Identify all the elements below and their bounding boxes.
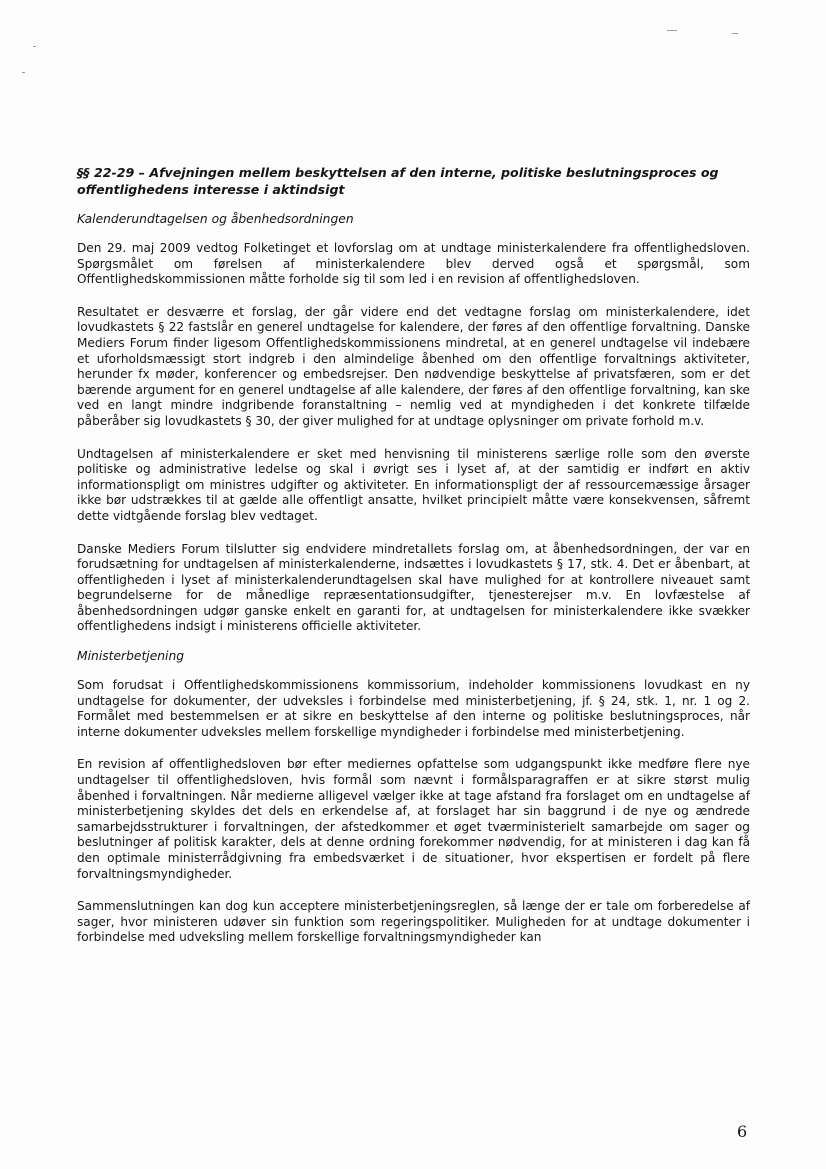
scan-speck: [667, 30, 677, 31]
paragraph: Undtagelsen af ministerkalendere er sket med henvisning til ministerens særlige rolle som den øverste politiske og administrative ledelse og skal i øvrigt ses i lyset af, at der samtidig er indført en aktiv informationspligt om ministres udgifter og aktiviteter. En informationspligt der af ressourcemæssige årsager ikke bør udstrækkes til at gælde alle offentligt ansatte, hvilket principielt måtte være konsekvensen, såfremt dette vidtgående forslag blev vedtaget.: [77, 446, 750, 523]
paragraph: Danske Mediers Forum tilslutter sig endvidere mindretallets forslag om, at åbenhedsordningen, der var en forudsætning for undtagelsen af ministerkalenderne, indsættes i lovudkastets § 17, stk. 4. Det er åbenbart, at offentligheden i lyset af ministerkalenderundtagelsen skal have mulighed for at kontrollere niveauet samt begrundelserne for de månedlige repræsentationsudgifter, tjenesterejser m.v. En lovfæstelse af åbenhedsordningen udgør ganske enkelt en garanti for, at undtagelsen for ministerkalendere ikke svækker offentlighedens indsigt i ministerens officielle aktiviteter.: [77, 541, 750, 634]
paragraph: En revision af offentlighedsloven bør efter mediernes opfattelse som udgangspunkt ikke medføre flere nye undtagelser til offentlighedsloven, hvis formål som nævnt i formålsparagraffen er at sikre størst mulig åbenhed i forvaltningen. Når medierne alligevel vælger ikke at tage afstand fra forslaget om en undtagelse af ministerbetjening skyldes det dels en erkendelse af, at forslaget har sin baggrund i de nye og ændrede samarbejdsstrukturer i forvaltningen, der afstedkommer et øget tværministerielt samarbejde om sager og beslutninger af politisk karakter, dels at denne ordning forekommer nødvendig, for at ministeren i dag kan få den optimale ministerrådgivning fra embedsværket i de situationer, hvor ekspertisen er fordelt på flere forvaltningsmyndigheder.: [77, 757, 750, 881]
paragraph: Sammenslutningen kan dog kun acceptere ministerbetjeningsreglen, så længe der er tale om forberedelse af sager, hvor ministeren udøver sin funktion som regeringspolitiker. Muligheden for at undtage dokumenter i forbindelse med udveksling mellem forskellige forvaltningsmyndigheder kan: [77, 899, 750, 945]
page-number: 6: [737, 1122, 748, 1141]
scan-speck: [732, 33, 738, 34]
paragraph: Den 29. maj 2009 vedtog Folketinget et lovforslag om at undtage ministerkalendere fra offentlighedsloven. Spørgsmålet om førelsen af ministerkalendere blev derved også et spørgsmål, som Offentlighedskommissionen måtte forholde sig til som led i en revision af offentlighedsloven.: [77, 241, 750, 287]
scan-speck: [22, 72, 25, 73]
paragraph: Resultatet er desværre et forslag, der går videre end det vedtagne forslag om ministerkalendere, idet lovudkastets § 22 fastslår en generel undtagelse for kalendere, der føres af den offentlige forvaltning. Danske Mediers Forum finder ligesom Offentlighedskommissionens mindretal, at en generel undtagelse vil indebære et uforholdsmæssigt stort indgreb i den almindelige åbenhed om den offentlige forvaltnings aktiviteter, herunder fx møder, konferencer og embedsrejser. Den nødvendige beskyttelse af privatsfæren, som er det bærende argument for en generel undtagelse af alle kalendere, der føres af den offentlige forvaltning, kan ske ved en langt mindre indgribende foranstaltning – nemlig ved at myndigheden i det konkrete tilfælde påberåber sig lovudkastets § 30, der giver mulighed for at undtage oplysninger om private forhold m.v.: [77, 304, 750, 428]
section-heading: §§ 22-29 – Afvejningen mellem beskyttelsen af den interne, politiske beslutningsproces og offentlighedens interesse i aktindsigt: [77, 165, 719, 197]
paragraph: Som forudsat i Offentlighedskommissionens kommissorium, indeholder kommissionens lovudkast en ny undtagelse for dokumenter, der udveksles i forbindelse med ministerbetjening, jf. § 24, stk. 1, nr. 1 og 2. Formålet med bestemmelsen er at sikre en beskyttelse af den interne og politiske beslutningsproces, når interne dokumenter udveksles mellem forskellige myndigheder i forbindelse med ministerbetjening.: [77, 678, 750, 739]
scan-speck: [33, 46, 36, 47]
subheading-ministerbetjening: Ministerbetjening: [77, 649, 185, 664]
subheading-kalenderundtagelsen: Kalenderundtagelsen og åbenhedsordningen: [77, 212, 354, 226]
document-content: [77, 164, 750, 963]
